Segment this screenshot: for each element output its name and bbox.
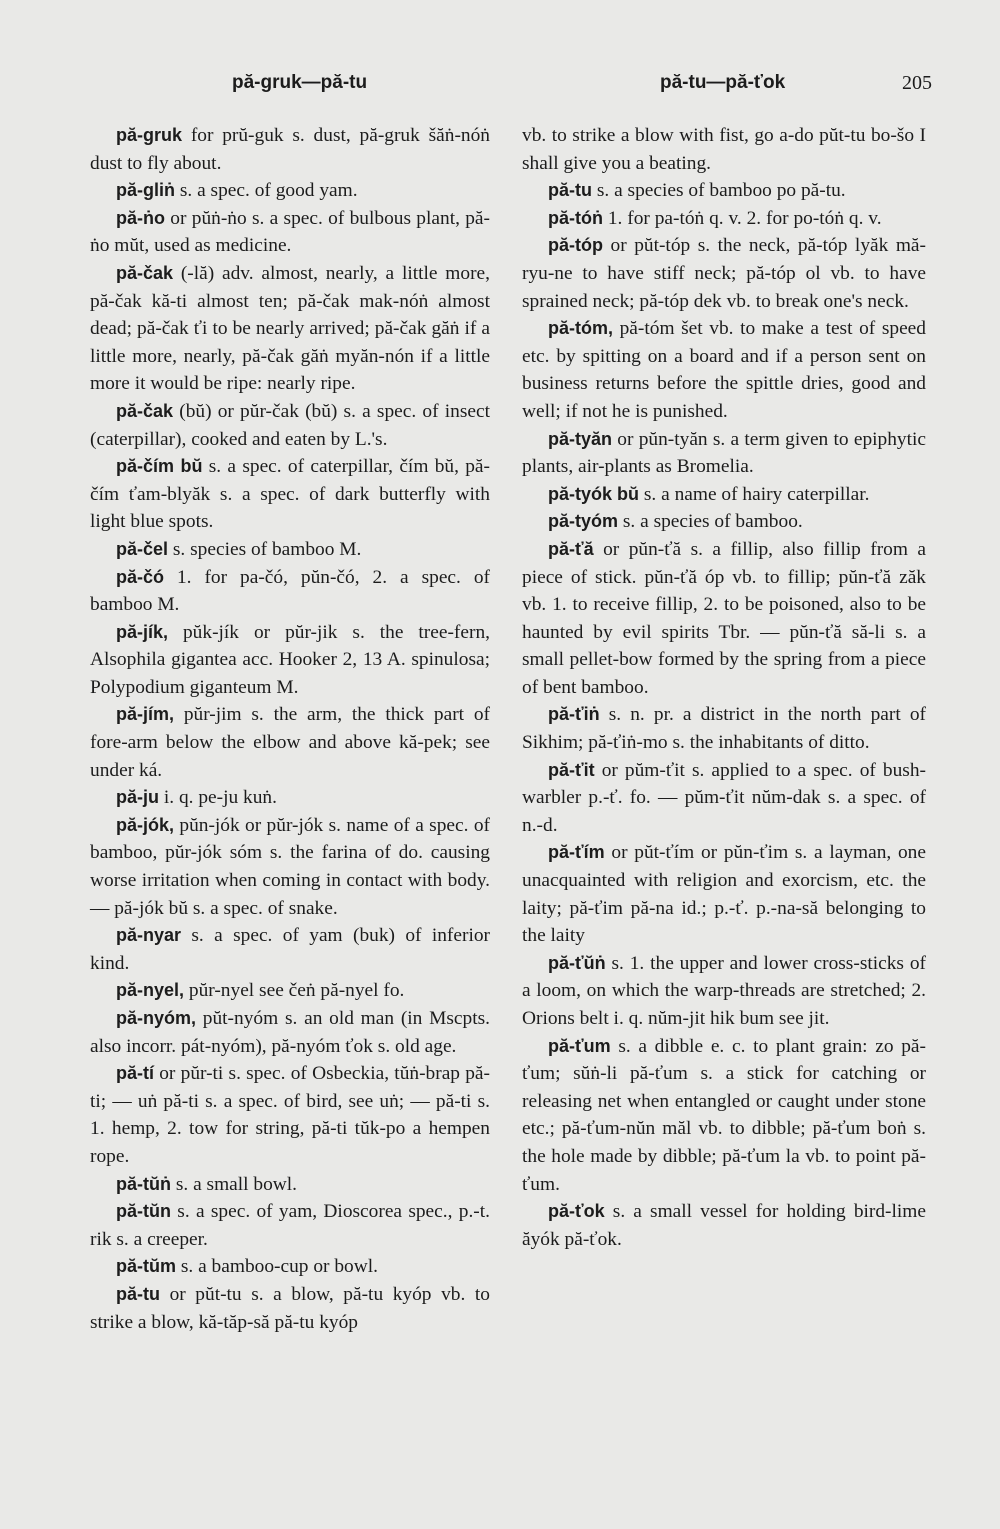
definition: (bŭ) or pŭr-čak (bŭ) s. a spec. of insect (caterpillar), cooked and eaten by L.'s.: [90, 400, 490, 450]
definition: or pŭt-tu s. a blow, pă-tu kyóp vb. to strike a blow, kă-tăp-să pă-tu kyóp: [90, 1283, 490, 1333]
dictionary-entry: [90, 784, 490, 812]
headword: pă-jím,: [116, 704, 175, 725]
definition: vb. to strike a blow with fist, go a-do pŭt-tu bo-šo I shall give you a beating.: [522, 125, 926, 174]
definition: pă-tóm šet vb. to make a test of speed etc. by spitting on a board and if a person sent on business returns before the spittle dries, good and well; if not he is punished.: [522, 318, 926, 422]
left-running-head: pă-gruk—pă-tu: [232, 72, 368, 93]
dictionary-entry: [522, 536, 926, 702]
headword: pă-tyăn: [548, 428, 613, 449]
running-header: [0, 72, 1000, 102]
dictionary-entry: [522, 1198, 926, 1253]
definition: s. a spec. of good yam.: [179, 180, 358, 202]
dictionary-entry: [90, 1005, 490, 1060]
dictionary-entry: [522, 757, 926, 840]
definition: s. a spec. of yam, Dioscorea spec., p.-t. rik s. a creeper.: [90, 1201, 490, 1250]
dictionary-entry: [522, 177, 926, 205]
definition: s. a spec. of caterpillar, čím bŭ, pă-čím ťam-blyăk s. a spec. of dark butterfly with light blue spots.: [90, 456, 490, 533]
definition: s. a species of bamboo po pă-tu.: [596, 180, 846, 202]
headword: pă-tu: [548, 180, 592, 201]
definition: pŭr-jim s. the arm, the thick part of fore-arm below the elbow and above kă-pek; see under ká.: [90, 704, 490, 781]
dictionary-entry: [90, 1060, 490, 1170]
definition: or pŭṅ-ṅo s. a spec. of bulbous plant, pă-ṅo mŭt, used as medicine.: [90, 207, 490, 257]
headword: pă-tí: [116, 1063, 154, 1084]
headword: pă-ťím: [548, 842, 605, 863]
dictionary-entry: [90, 619, 490, 702]
definition: s. n. pr. a district in the north part of Sikhim; pă-ťiṅ-mo s. the inhabitants of ditto.: [522, 704, 926, 754]
headword: pă-tóm,: [548, 318, 613, 339]
dictionary-entry: [90, 922, 490, 977]
dictionary-entry: [90, 122, 490, 177]
definition: s. a name of hairy caterpillar.: [643, 483, 870, 505]
headword: pă-tŭm: [116, 1256, 176, 1277]
definition: s. a bamboo-cup or bowl.: [180, 1256, 378, 1278]
dictionary-entry: [90, 1253, 490, 1281]
headword: pă-čím bŭ: [116, 456, 203, 477]
definition: s. 1. the upper and lower cross-sticks of a loom, on which the warp-threads are stretched; 2. Orions belt i. q. nŭm-jit hik bum see jit.: [522, 952, 926, 1029]
definition: s. species of bamboo M.: [172, 538, 362, 560]
headword: pă-gruk: [116, 125, 183, 145]
dictionary-entry: [90, 453, 490, 536]
headword: pă-nyar: [116, 925, 182, 946]
left-column: [90, 122, 490, 1336]
definition: pŭk-jík or pŭr-jik s. the tree-fern, Alsophila gigantea acc. Hooker 2, 13 A. spinulosa; Polypodium giganteum M.: [90, 621, 490, 698]
dictionary-entry: [522, 1033, 926, 1199]
dictionary-entry: [522, 950, 926, 1033]
definition: s. a small vessel for holding bird-lime ăyók pă-ťok.: [522, 1201, 926, 1250]
dictionary-entry: [522, 839, 926, 949]
headword: pă-ṅo: [116, 207, 165, 228]
definition: s. a small bowl.: [175, 1173, 298, 1195]
dictionary-entry: [522, 232, 926, 315]
headword: pă-tŭṅ: [116, 1173, 171, 1194]
definition: or pŭt-ťím or pŭn-ťim s. a layman, one unacquainted with religion and exorcism, etc. the laity; pă-ťim pă-na id.; p.-ť. p.-na-să belonging to the laity: [522, 842, 926, 947]
headword: pă-tŭn: [116, 1201, 171, 1222]
headword: pă-ťiṅ: [548, 704, 600, 725]
dictionary-entry: [522, 426, 926, 481]
dictionary-entry: [90, 977, 490, 1005]
definition: pŭr-nyel see čeṅ pă-nyel fo.: [188, 980, 405, 1002]
headword: pă-ťit: [548, 759, 595, 780]
definition: or pŭt-tóp s. the neck, pă-tóp lyăk mă-ryu-ne to have stiff neck; pă-tóp ol vb. to have sprained neck; pă-tóp dek vb. to break one's neck.: [522, 235, 926, 312]
definition: or pŭn-tyăn s. a term given to epiphytic plants, air-plants as Bromelia.: [522, 428, 926, 478]
dictionary-entry: [522, 315, 926, 425]
dictionary-entry: [90, 205, 490, 260]
dictionary-entry: [522, 701, 926, 756]
definition: 1. for pa-čó, pŭn-čó, 2. a spec. of bamboo M.: [90, 566, 490, 616]
headword: pă-nyel,: [116, 980, 185, 1001]
headword: pă-čak: [116, 400, 174, 421]
page-number: 205: [902, 72, 932, 94]
dictionary-entry: [90, 812, 490, 922]
dictionary-entry: [90, 1198, 490, 1253]
headword: pă-jík,: [116, 621, 169, 642]
headword: pă-ťă: [548, 538, 594, 559]
dictionary-entry: [90, 701, 490, 784]
headword: pă-tu: [116, 1283, 160, 1304]
dictionary-entry: [90, 260, 490, 398]
definition: pŭn-jók or pŭr-jók s. name of a spec. of bamboo, pŭr-jók sóm s. the farina of do. causing worse irritation when coming in contact with body. — pă-jók bŭ s. a spec. of snake.: [90, 814, 490, 919]
dictionary-entry: [90, 398, 490, 453]
headword: pă-ťŭṅ: [548, 952, 606, 973]
dictionary-entry: [90, 1281, 490, 1336]
headword: pă-jók,: [116, 814, 175, 835]
dictionary-entry: [522, 122, 926, 177]
headword: pă-nyóm,: [116, 1008, 197, 1028]
headword: pă-ťum: [548, 1035, 611, 1056]
dictionary-entry: [522, 508, 926, 536]
headword: pă-ju: [116, 787, 159, 808]
dictionary-entry: [90, 536, 490, 564]
right-running-head: pă-tu—pă-ťok: [660, 72, 786, 93]
definition: 1. for pa-tóṅ q. v. 2. for po-tóṅ q. v.: [607, 207, 882, 229]
headword: pă-tyók bŭ: [548, 483, 640, 504]
headword: pă-čel: [116, 538, 169, 559]
right-column: [522, 122, 926, 1253]
definition: or pŭn-ťă s. a fillip, also fillip from a piece of stick. pŭn-ťă óp vb. to fillip; pŭn-ťă zăk vb. 1. to receive fillip, 2. to be poisoned, also to be haunted by evil spirits Tbr. — pŭn-ťă să-li s. a small pellet-bow formed by the spring from a piece of bent bamboo.: [522, 538, 926, 698]
definition: (-lă) adv. almost, nearly, a little more, pă-čak kă-ti almost ten; pă-čak mak-nóṅ almost dead; pă-čak ťi to be nearly arrived; pă-čak găṅ if a little more, nearly, pă-čak găṅ myăn-nón if a little more it would be ripe: nearly ripe.: [90, 262, 490, 395]
dictionary-entry: [90, 1171, 490, 1199]
definition: pŭt-nyóm s. an old man (in Mscpts. also incorr. pát-nyóm), pă-nyóm ťok s. old age.: [90, 1008, 490, 1057]
headword: pă-čó: [116, 566, 165, 587]
headword: pă-tóp: [548, 235, 603, 256]
headword: pă-ťok: [548, 1201, 605, 1222]
headword: pă-tóṅ: [548, 207, 603, 228]
dictionary-entry: [522, 481, 926, 509]
dictionary-entry: [90, 177, 490, 205]
definition: i. q. pe-ju kuṅ.: [163, 787, 277, 809]
definition: or pŭr-ti s. spec. of Osbeckia, tŭṅ-brap pă-ti; — uṅ pă-ti s. a spec. of bird, see uṅ; — pă-ti s. 1. hemp, 2. tow for string, pă-ti tŭk-po a hempen rope.: [90, 1063, 490, 1167]
definition: for prŭ-guk s. dust, pă-gruk šăṅ-nóṅ dust to fly about.: [90, 125, 490, 174]
headword: pă-gliṅ: [116, 180, 175, 201]
definition: s. a species of bamboo.: [622, 511, 803, 533]
headword: pă-tyóm: [548, 511, 619, 532]
definition: s. a dibble e. c. to plant grain: zo pă-ťum; sŭṅ-li pă-ťum s. a stick for catching or releasing net when entangled or caught under stone etc.; pă-ťum-nŭn măl vb. to dibble; pă-ťum boṅ s. the hole made by dibble; pă-ťum la vb. to point pă-ťum.: [522, 1035, 926, 1195]
dictionary-entry: [522, 205, 926, 233]
dictionary-entry: [90, 564, 490, 619]
definition: or pŭm-ťit s. applied to a spec. of bush-warbler p.-ť. fo. — pŭm-ťit nŭm-dak s. a spec. of n.-d.: [522, 759, 926, 836]
headword: pă-čak: [116, 262, 174, 283]
definition: s. a spec. of yam (buk) of inferior kind.: [90, 925, 490, 974]
